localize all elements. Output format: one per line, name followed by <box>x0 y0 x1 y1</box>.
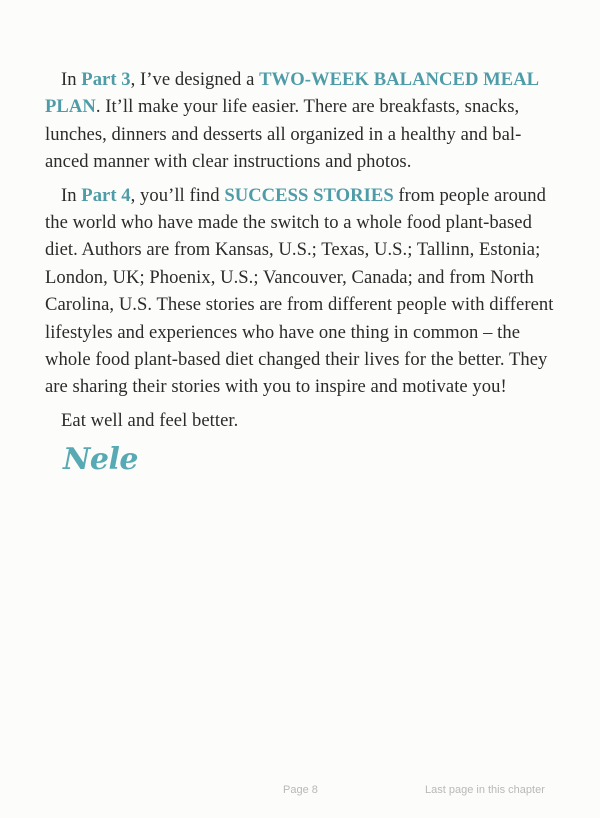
paragraph-part-4 <box>45 182 557 401</box>
part-4-link-text: Part 4 <box>81 184 131 206</box>
success-stories-heading-text: SUCCESS STORIES <box>224 184 394 206</box>
chapter-status: Last page in this chapter <box>425 784 545 796</box>
part-3-link-text: Part 3 <box>81 69 131 90</box>
signature: Nele <box>63 442 138 478</box>
paragraph-text: . It’ll make your life easier. There are breakfasts, snacks, lunches, dinners and desserts all organized in a healthy and balanced manner with clear instructions and photos. <box>45 96 522 173</box>
page-number: Page 8 <box>283 784 318 796</box>
meal-plan-heading-text: TWO-WEEK BALANCED MEAL PLAN <box>45 69 539 118</box>
signature-block <box>63 440 557 480</box>
paragraph-text: , you’ll find <box>130 184 225 206</box>
paragraph-text: , I’ve designed a <box>130 69 260 90</box>
paragraph-part-3 <box>45 66 557 176</box>
paragraph-text: In <box>61 184 82 206</box>
paragraph-closing <box>45 407 557 434</box>
paragraph-text: In <box>61 69 82 90</box>
closing-text: Eat well and feel better. <box>61 409 239 431</box>
page-content <box>45 66 557 480</box>
paragraph-text: from people around the world who have made the switch to a whole food plant-based diet. Authors are from Kansas, U.S.; Texas, U.S.; Tallinn, Estonia; London, UK; Phoenix, U.S.; Vancouver, Canada; and from North Carolina, U.S. These stories are from different people with different lifestyles and experiences who have one thing in common – the whole food plant-based diet changed their lives for the better. They are sharing their stories with you to inspire and motivate you! <box>45 184 554 398</box>
reader-footer <box>0 784 600 800</box>
